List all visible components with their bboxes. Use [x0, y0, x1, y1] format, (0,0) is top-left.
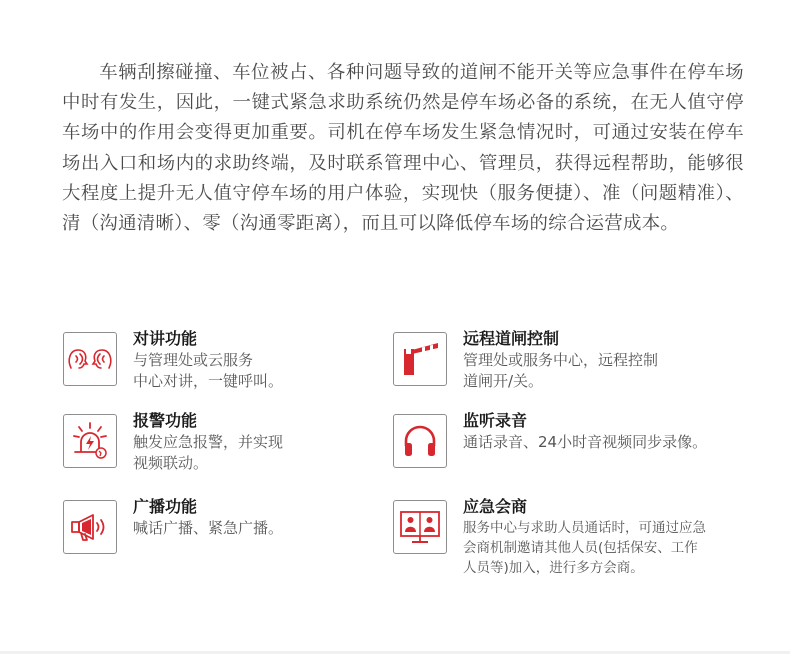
- feature-desc-line: 与管理处或云服务: [133, 351, 254, 369]
- feature-title: 应急会商: [463, 497, 528, 516]
- headphones-icon: [401, 422, 439, 460]
- feature-desc-line: 中心对讲，一键呼叫。: [133, 371, 284, 390]
- feature-desc-line: 会商机制邀请其他人员(包括保安、工作: [463, 540, 698, 556]
- intercom-icon: [67, 346, 113, 372]
- feature-title: 报警功能: [133, 411, 198, 430]
- feature-desc: [463, 350, 658, 391]
- feature-desc: [463, 518, 706, 578]
- alarm-icon: [70, 421, 110, 461]
- feature-title: 远程道闸控制: [463, 329, 560, 348]
- conference-icon-box: [393, 500, 447, 554]
- feature-desc: [463, 432, 707, 453]
- feature-desc-line: 触发应急报警，并实现: [133, 433, 284, 451]
- alarm-icon-box: [63, 414, 117, 468]
- headphones-icon-box: [393, 414, 447, 468]
- intro-text: 车辆刮擦碰撞、车位被占、各种问题导致的道闸不能开关等应急事件在停车场中时有发生，因此，一键式紧急求助系统仍然是停车场必备的系统，在无人值守停车场中的作用会变得更加重要。司机在停车场发生紧急情况时，可通过安装在停车场出入口和场内的求助终端，及时联系管理中心、管理员，获得远程帮助，能够很大程度上提升无人值守停车场的用户体验，实现快（服务便捷）、准（问题精准）、清（沟通清晰）、零（沟通零距离），而且可以降低停车场的综合运营成本。: [62, 62, 744, 235]
- feature-title: 监听录音: [463, 411, 528, 430]
- intercom-icon-box: [63, 332, 117, 386]
- megaphone-icon: [68, 509, 112, 545]
- feature-desc: [133, 350, 283, 391]
- feature-desc: [133, 518, 283, 539]
- intro-paragraph: [62, 58, 744, 239]
- feature-desc-line: 喊话广播、紧急广播。: [133, 519, 284, 537]
- feature-title: 广播功能: [133, 497, 198, 516]
- megaphone-icon-box: [63, 500, 117, 554]
- conference-icon: [398, 508, 442, 546]
- feature-desc-line: 通话录音、24小时音视频同步录像。: [463, 433, 708, 451]
- feature-desc-line: 道闸开/关。: [463, 371, 544, 390]
- feature-desc: [133, 432, 283, 473]
- feature-desc-line: 服务中心与求助人员通话时，可通过应急: [463, 520, 706, 536]
- feature-desc-line: 视频联动。: [133, 453, 209, 472]
- feature-desc-line: 人员等)加入，进行多方会商。: [463, 560, 644, 576]
- feature-title: 对讲功能: [133, 329, 198, 348]
- barrier-gate-icon-box: [393, 332, 447, 386]
- barrier-gate-icon: [400, 341, 440, 377]
- feature-desc-line: 管理处或服务中心，远程控制: [463, 351, 659, 369]
